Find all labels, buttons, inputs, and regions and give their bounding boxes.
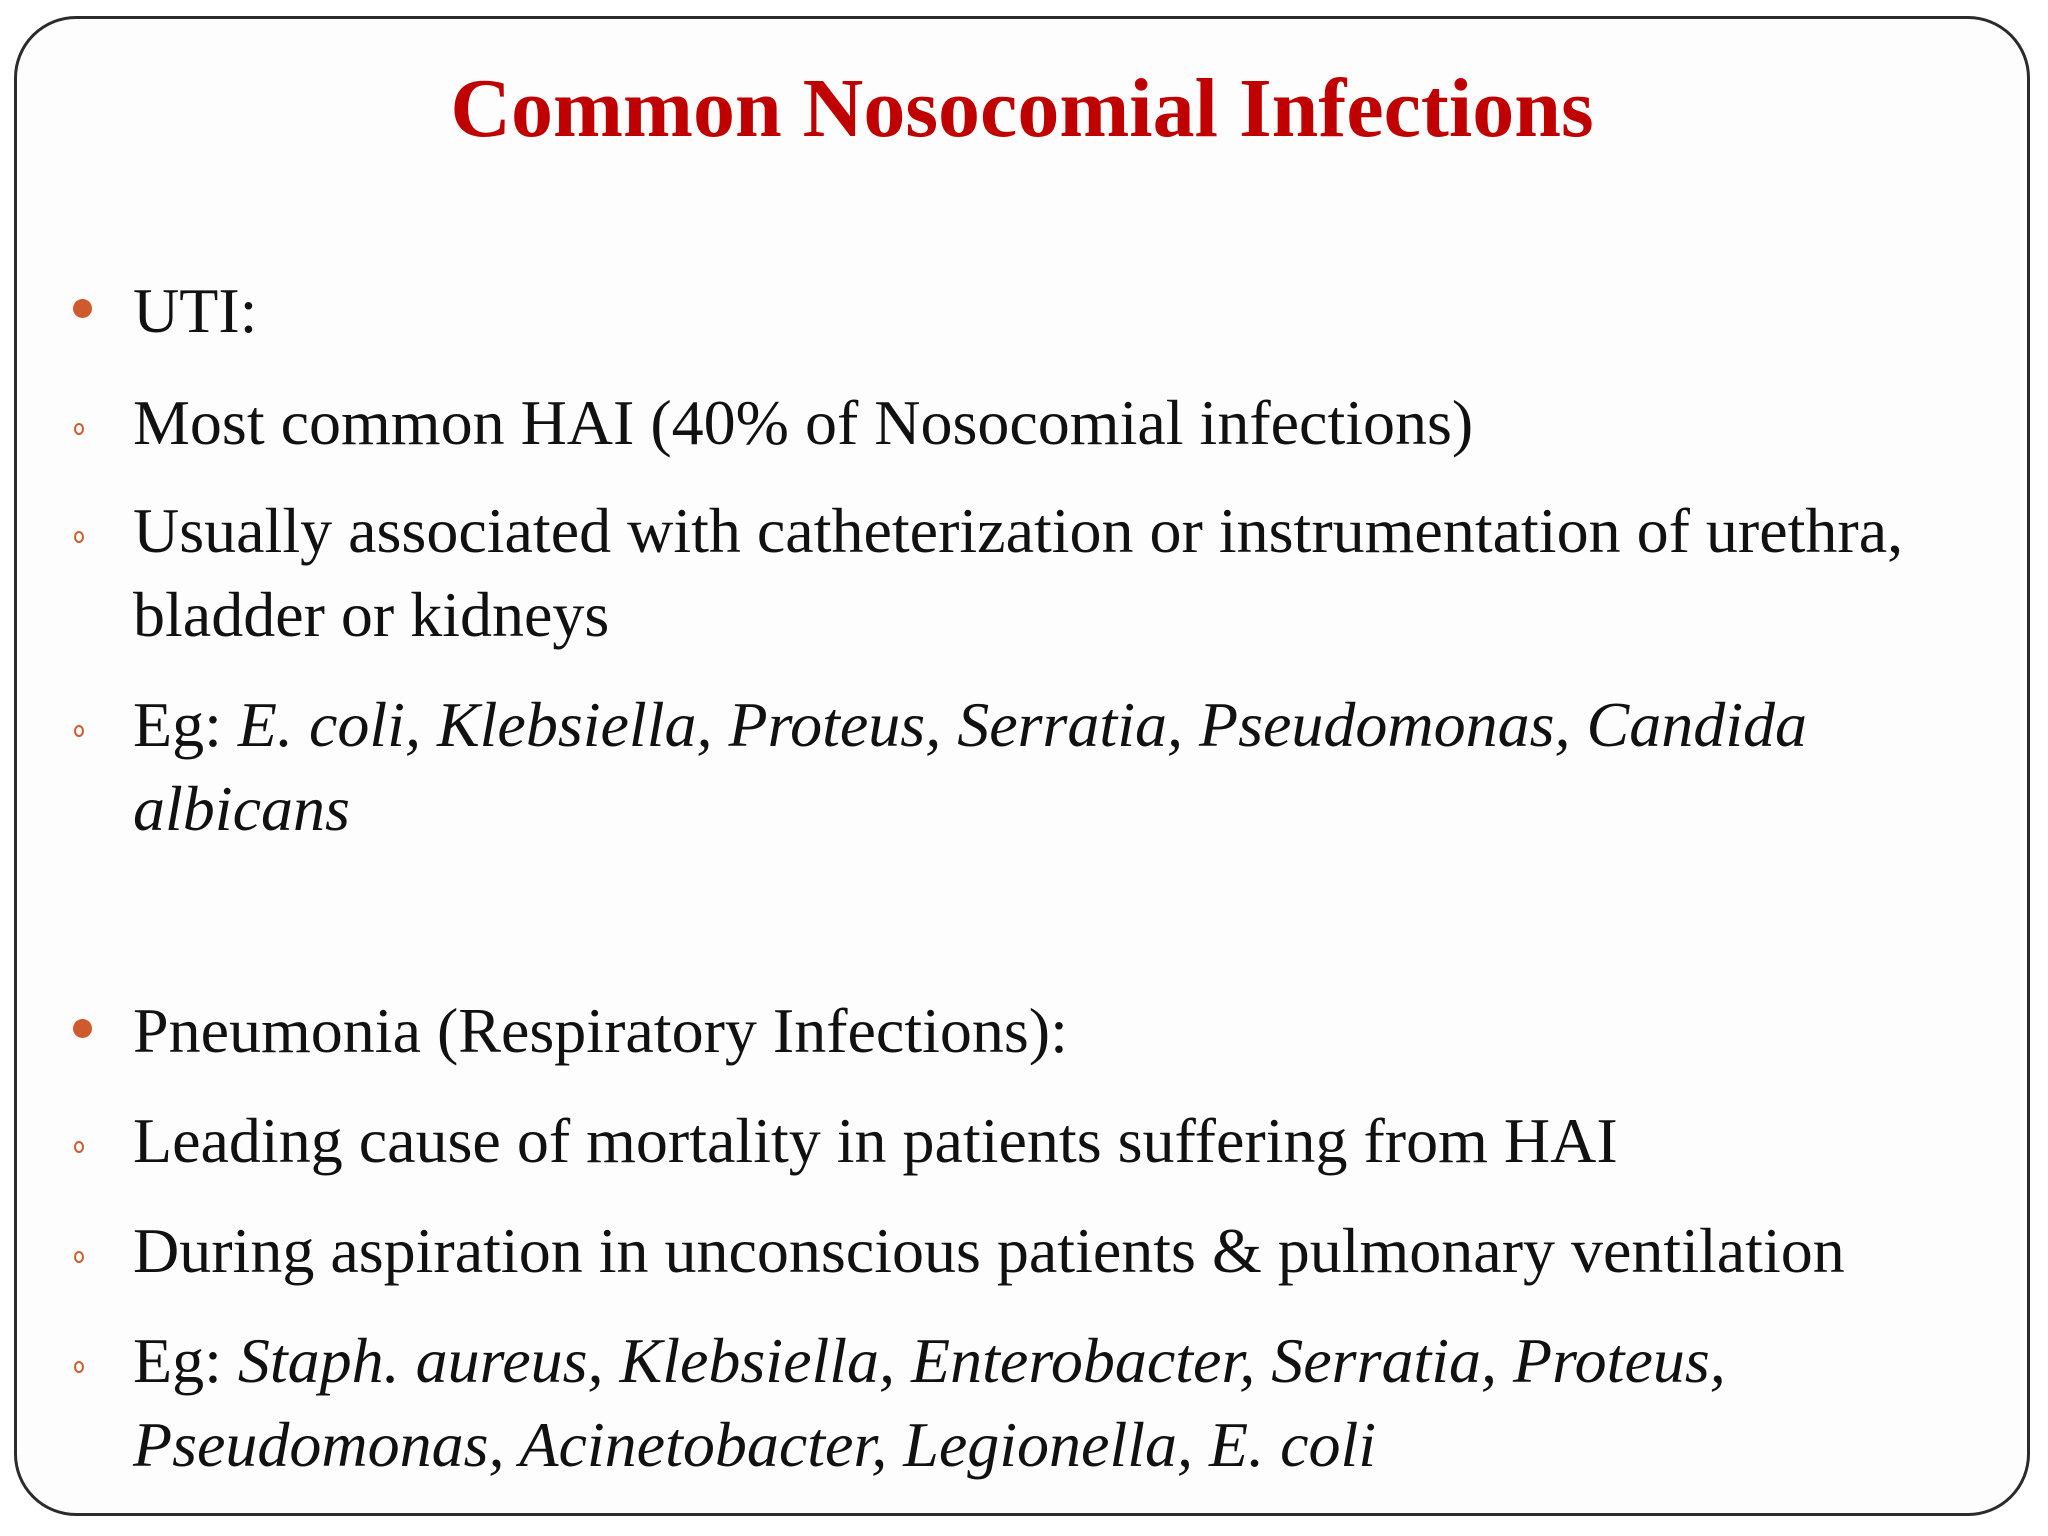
- hollow-circle-bullet-icon: [74, 1141, 84, 1153]
- organism-list: E. coli, Klebsiella, Proteus, Serratia, Pseudomonas, Candida albicans: [133, 689, 1807, 844]
- hollow-circle-bullet-icon: [74, 423, 84, 435]
- slide-frame: [14, 16, 2030, 1516]
- point-text: Usually associated with catheterization or instrumentation of urethra, bladder or kidneys: [133, 495, 1904, 650]
- organism-list: Staph. aureus, Klebsiella, Enterobacter, Serratia, Proteus, Pseudomonas, Acinetobacter, Legionella, E. coli: [133, 1325, 1726, 1480]
- slide-content: [17, 19, 2027, 1513]
- filled-circle-bullet-icon: [73, 1019, 92, 1038]
- point-text: Leading cause of mortality in patients suffering from HAI: [133, 1105, 1618, 1176]
- section-heading: UTI:: [133, 275, 258, 346]
- hollow-circle-bullet-icon: [74, 1251, 84, 1263]
- point-text: During aspiration in unconscious patients & pulmonary ventilation: [133, 1215, 1845, 1286]
- slide-title: Common Nosocomial Infections: [450, 62, 1594, 155]
- hollow-circle-bullet-icon: [74, 531, 84, 543]
- section-heading: Pneumonia (Respiratory Infections):: [133, 995, 1068, 1066]
- example-lead: Eg:: [133, 1325, 238, 1396]
- hollow-circle-bullet-icon: [74, 1361, 84, 1373]
- hollow-circle-bullet-icon: [74, 725, 84, 737]
- point-text: Most common HAI (40% of Nosocomial infections): [133, 387, 1474, 458]
- filled-circle-bullet-icon: [73, 299, 92, 318]
- point-text: [133, 683, 1991, 851]
- point-text: [133, 1319, 1991, 1487]
- example-lead: Eg:: [133, 689, 238, 760]
